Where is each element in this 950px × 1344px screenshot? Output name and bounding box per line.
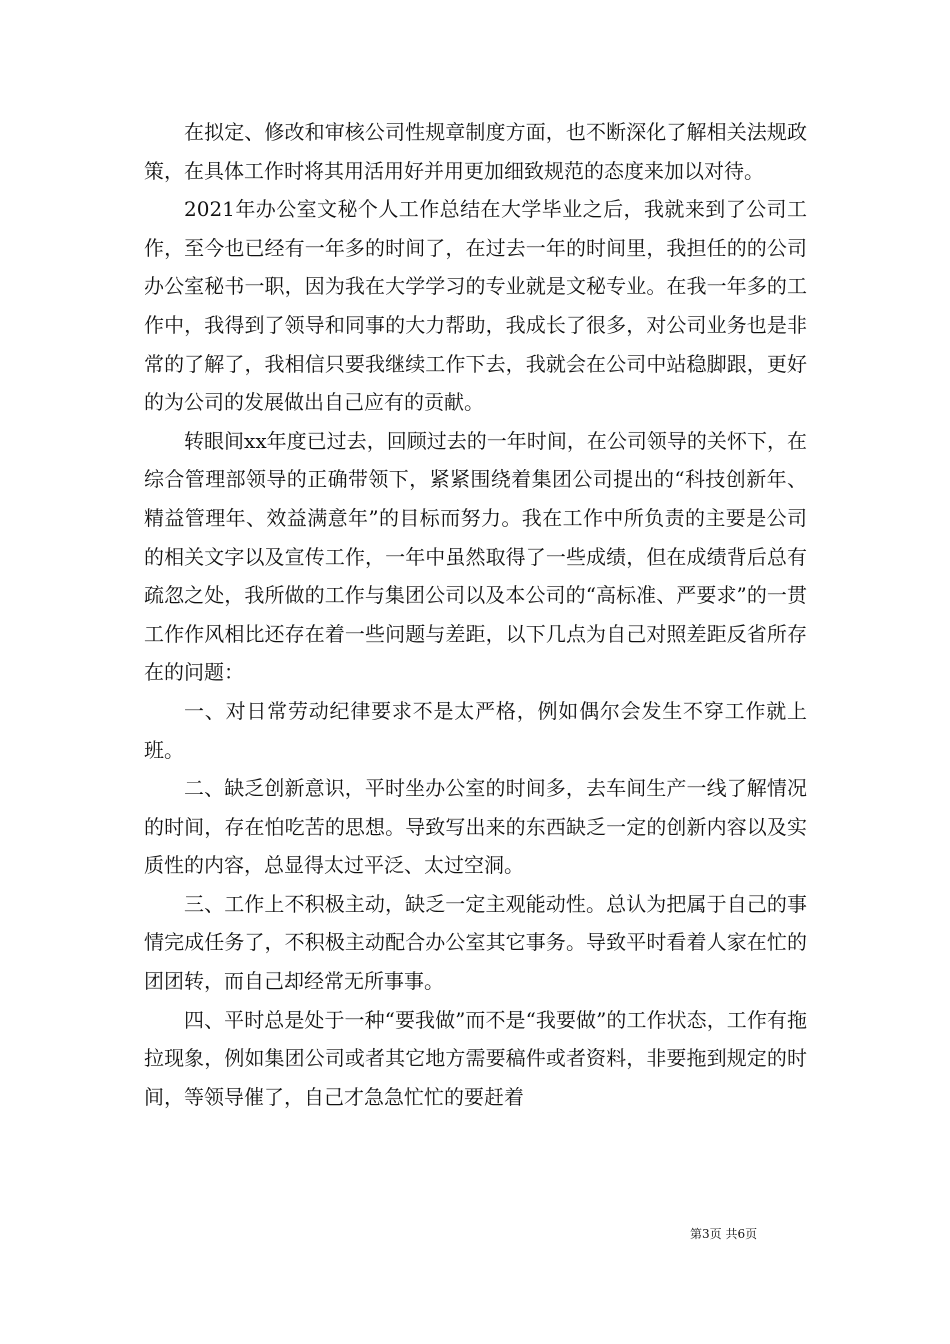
document-body [144,113,807,1116]
paragraph: 三、工作上不积极主动，缺乏一定主观能动性。总认为把属于自己的事情完成任务了，不积极主动配合办公室其它事务。导致平时看着人家在忙的团团转，而自己却经常无所事事。 [144,891,807,994]
paragraph: 2021年办公室文秘个人工作总结在大学毕业之后，我就来到了公司工作，至今也已经有一年多的时间了，在过去一年的时间里，我担任的的公司办公室秘书一职，因为我在大学学习的专业就是文秘专业。在我一年多的工作中，我得到了领导和同事的大力帮助，我成长了很多，对公司业务也是非常的了解了，我相信只要我继续工作下去，我就会在公司中站稳脚跟，更好的为公司的发展做出自己应有的贡献。 [144,197,807,415]
paragraph: 四、平时总是处于一种“要我做”而不是“我要做”的工作状态，工作有拖拉现象，例如集团公司或者其它地方需要稿件或者资料，非要拖到规定的时间，等领导催了，自己才急急忙忙的要赶着 [144,1007,807,1109]
paragraph: 在拟定、修改和审核公司性规章制度方面，也不断深化了解相关法规政策，在具体工作时将其用活用好并用更加细致规范的态度来加以对待。 [144,120,807,183]
paragraph: 一、对日常劳动纪律要求不是太严格，例如偶尔会发生不穿工作就上班。 [144,698,807,762]
paragraph: 二、缺乏创新意识，平时坐办公室的时间多，去车间生产一线了解情况的时间，存在怕吃苦的思想。导致写出来的东西缺乏一定的创新内容以及实质性的内容，总显得太过平泛、太过空洞。 [144,776,807,878]
page-number: 第3页 共6页 [690,1227,758,1241]
paragraph: 转眼间xx年度已过去，回顾过去的一年时间，在公司领导的关怀下，在综合管理部领导的正确带领下，紧紧围绕着集团公司提出的“科技创新年、精益管理年、效益满意年”的目标而努力。我在工作中所负责的主要是公司的相关文字以及宣传工作，一年中虽然取得了一些成绩，但在成绩背后总有疏忽之处，我所做的工作与集团公司以及本公司的“高标准、严要求”的一贯工作作风相比还存在着一些问题与差距，以下几点为自己对照差距反省所存在的问题： [144,428,807,685]
